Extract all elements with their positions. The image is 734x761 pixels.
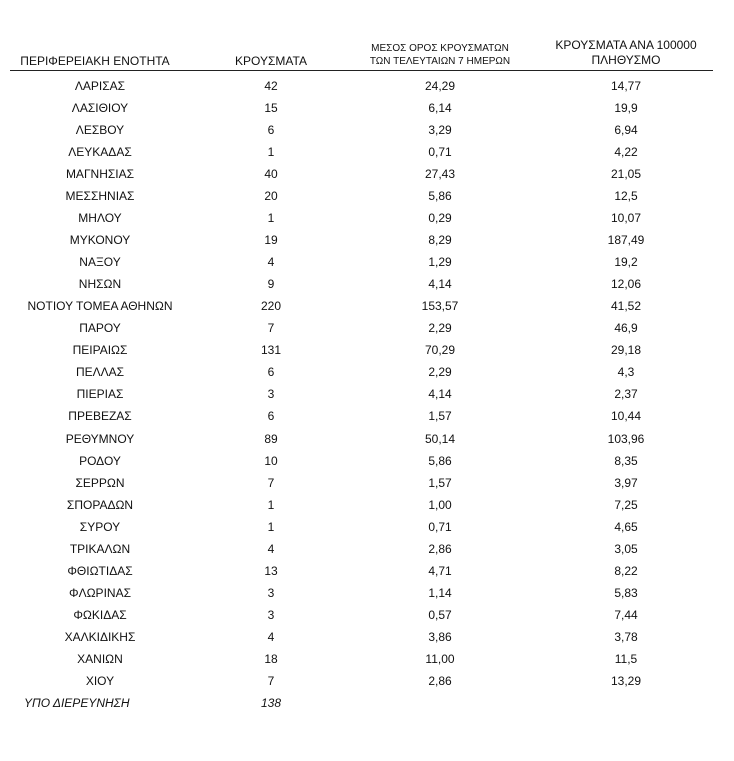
cases-cell: 3 [267, 585, 275, 600]
per-100k-cell: 4,22 [614, 145, 638, 160]
table-row [10, 229, 713, 251]
cases-cell: 13 [264, 563, 278, 578]
table-row [10, 97, 713, 119]
cases-cell: 9 [267, 277, 275, 292]
table-row [10, 75, 713, 97]
avg-7-days-cell: 3,29 [428, 123, 452, 138]
cases-cell: 18 [264, 651, 278, 666]
region-cell: ΛΑΣΙΘΙΟΥ [71, 101, 129, 116]
table-row [10, 428, 713, 450]
per-100k-cell: 5,83 [614, 585, 638, 600]
per-100k-cell: 7,25 [614, 497, 638, 512]
region-cell: ΦΛΩΡΙΝΑΣ [69, 585, 131, 600]
region-cell: ΠΕΙΡΑΙΩΣ [72, 343, 128, 358]
header-avg-7-days [352, 42, 528, 68]
avg-7-days-cell: 0,29 [428, 211, 452, 226]
avg-7-days-cell: 5,86 [428, 189, 452, 204]
per-100k-cell: 19,2 [614, 255, 638, 270]
per-100k-cell: 41,52 [610, 299, 642, 314]
cases-cell: 3 [267, 387, 275, 402]
avg-7-days-cell: 0,71 [428, 145, 452, 160]
region-cell: ΜΥΚΟΝΟΥ [69, 233, 131, 248]
avg-7-days-cell: 2,29 [428, 321, 452, 336]
table-row [10, 383, 713, 405]
region-cell: ΣΕΡΡΩΝ [75, 475, 125, 490]
region-cell: ΠΡΕΒΕΖΑΣ [68, 409, 132, 424]
per-100k-cell: 3,05 [614, 541, 638, 556]
avg-7-days-cell: 4,14 [428, 277, 452, 292]
header-per-100k-line-2: ΠΛΗΘΥΣΜΟ [591, 53, 661, 67]
table-row [10, 472, 713, 494]
avg-7-days-cell: 2,29 [428, 365, 452, 380]
table-footer-row [10, 692, 713, 714]
per-100k-cell: 11,5 [614, 651, 638, 666]
cases-cell: 131 [260, 343, 282, 358]
region-cell: ΧΑΝΙΩΝ [77, 651, 123, 666]
per-100k-cell: 46,9 [614, 321, 638, 336]
region-cell: ΛΕΥΚΑΔΑΣ [68, 145, 132, 160]
per-100k-cell: 3,97 [614, 475, 638, 490]
table-row [10, 538, 713, 560]
avg-7-days-cell: 3,86 [428, 629, 452, 644]
region-cell: ΜΗΛΟΥ [78, 211, 122, 226]
table-row [10, 251, 713, 273]
table-row [10, 582, 713, 604]
region-cell: ΝΗΣΩΝ [78, 277, 122, 292]
table-row [10, 361, 713, 383]
avg-7-days-cell: 6,14 [428, 101, 452, 116]
cases-cell: 6 [267, 365, 275, 380]
table-row [10, 604, 713, 626]
footer-region-cell: ΥΠΟ ΔΙΕΡΕΥΝΗΣΗ [24, 695, 130, 710]
cases-cell: 1 [267, 497, 275, 512]
per-100k-cell: 19,9 [614, 101, 638, 116]
cases-cell: 42 [264, 79, 278, 93]
table-row [10, 317, 713, 339]
region-cell: ΧΑΛΚΙΔΙΚΗΣ [64, 629, 136, 644]
per-100k-cell: 29,18 [610, 343, 642, 358]
table-row [10, 141, 713, 163]
avg-7-days-cell: 70,29 [424, 343, 456, 358]
per-100k-cell: 4,3 [617, 365, 635, 380]
cases-cell: 10 [264, 453, 278, 468]
region-cell: ΠΕΛΛΑΣ [75, 365, 125, 380]
per-100k-cell: 10,44 [610, 409, 642, 424]
header-region: ΠΕΡΙΦΕΡΕΙΑΚΗ ΕΝΟΤΗΤΑ [20, 54, 170, 68]
header-avg-line-2: ΤΩΝ ΤΕΛΕΥΤΑΙΩΝ 7 ΗΜΕΡΩΝ [369, 56, 511, 67]
avg-7-days-cell: 27,43 [424, 167, 456, 182]
footer-cases-cell: 138 [260, 695, 282, 710]
cases-cell: 19 [264, 233, 278, 248]
region-cell: ΣΠΟΡΑΔΩΝ [66, 497, 134, 512]
header-avg-line-1: ΜΕΣΟΣ ΟΡΟΣ ΚΡΟΥΣΜΑΤΩΝ [371, 43, 509, 54]
region-cell: ΡΕΘΥΜΝΟΥ [65, 431, 135, 446]
region-cell: ΧΙΟΥ [85, 673, 115, 688]
avg-7-days-cell: 11,00 [425, 651, 455, 666]
cases-cell: 6 [267, 409, 275, 424]
region-cell: ΣΥΡΟΥ [79, 519, 121, 534]
table-row [10, 626, 713, 648]
region-cell: ΝΟΤΙΟΥ ΤΟΜΕΑ ΑΘΗΝΩΝ [27, 299, 173, 314]
table-body [10, 75, 713, 714]
avg-7-days-cell: 4,14 [428, 387, 452, 402]
table-row [10, 648, 713, 670]
cases-cell: 1 [267, 519, 275, 534]
region-cell: ΛΑΡΙΣΑΣ [74, 79, 126, 93]
table-row [10, 516, 713, 538]
region-cell: ΜΑΓΝΗΣΙΑΣ [65, 167, 135, 182]
table-row [10, 119, 713, 141]
per-100k-cell: 2,37 [614, 387, 638, 402]
region-cell: ΦΩΚΙΔΑΣ [73, 607, 127, 622]
per-100k-cell: 6,94 [614, 123, 638, 138]
cases-cell: 4 [267, 629, 275, 644]
avg-7-days-cell: 1,29 [428, 255, 452, 270]
per-100k-cell: 3,78 [614, 629, 638, 644]
header-per-100k [538, 38, 714, 68]
avg-7-days-cell: 5,86 [428, 453, 452, 468]
cases-cell: 7 [267, 475, 275, 490]
avg-7-days-cell: 24,29 [424, 79, 456, 93]
per-100k-cell: 13,29 [610, 673, 642, 688]
table-row [10, 295, 713, 317]
header-per-100k-line-1: ΚΡΟΥΣΜΑΤΑ ΑΝΑ 100000 [555, 38, 697, 52]
cases-cell: 20 [264, 189, 278, 204]
cases-cell: 220 [260, 299, 282, 314]
table-row [10, 450, 713, 472]
avg-7-days-cell: 1,00 [428, 497, 452, 512]
cases-cell: 1 [267, 211, 275, 226]
cases-cell: 4 [267, 255, 275, 270]
region-cell: ΝΑΞΟΥ [79, 255, 121, 270]
avg-7-days-cell: 153,57 [421, 299, 459, 314]
region-cell: ΛΕΣΒΟΥ [75, 123, 125, 138]
cases-cell: 6 [267, 123, 275, 138]
per-100k-cell: 103,96 [607, 431, 645, 446]
per-100k-cell: 7,44 [614, 607, 638, 622]
cases-cell: 7 [267, 673, 275, 688]
table-row [10, 494, 713, 516]
table-row [10, 405, 713, 427]
avg-7-days-cell: 0,57 [428, 607, 452, 622]
cases-cell: 3 [267, 607, 275, 622]
per-100k-cell: 14,77 [610, 79, 642, 93]
per-100k-cell: 4,65 [614, 519, 638, 534]
avg-7-days-cell: 4,71 [428, 563, 452, 578]
region-cell: ΜΕΣΣΗΝΙΑΣ [65, 189, 135, 204]
table-row [10, 670, 713, 692]
region-cell: ΡΟΔΟΥ [79, 453, 121, 468]
per-100k-cell: 8,22 [614, 563, 638, 578]
table-row [10, 273, 713, 295]
cases-cell: 15 [264, 101, 278, 116]
avg-7-days-cell: 50,14 [424, 431, 456, 446]
table-row [10, 163, 713, 185]
cases-cell: 40 [264, 167, 278, 182]
per-100k-cell: 21,05 [610, 167, 642, 182]
region-cell: ΦΘΙΩΤΙΔΑΣ [67, 563, 133, 578]
region-cell: ΤΡΙΚΑΛΩΝ [69, 541, 131, 556]
cases-cell: 1 [267, 145, 275, 160]
table-row [10, 207, 713, 229]
per-100k-cell: 12,5 [614, 189, 638, 204]
per-100k-cell: 12,06 [610, 277, 642, 292]
avg-7-days-cell: 2,86 [428, 673, 452, 688]
region-cell: ΠΙΕΡΙΑΣ [76, 387, 124, 402]
table-row [10, 185, 713, 207]
cases-cell: 4 [267, 541, 275, 556]
table-row [10, 560, 713, 582]
table-row [10, 339, 713, 361]
avg-7-days-cell: 2,86 [428, 541, 452, 556]
avg-7-days-cell: 1,57 [428, 409, 452, 424]
per-100k-cell: 8,35 [614, 453, 638, 468]
per-100k-cell: 10,07 [610, 211, 642, 226]
cases-cell: 89 [264, 431, 278, 446]
avg-7-days-cell: 0,71 [428, 519, 452, 534]
avg-7-days-cell: 8,29 [428, 233, 452, 248]
cases-cell: 7 [267, 321, 275, 336]
avg-7-days-cell: 1,57 [428, 475, 452, 490]
table-header [10, 34, 713, 71]
per-100k-cell: 187,49 [607, 233, 645, 248]
region-cell: ΠΑΡΟΥ [79, 321, 121, 336]
avg-7-days-cell: 1,14 [428, 585, 452, 600]
header-cases: ΚΡΟΥΣΜΑΤΑ [235, 54, 307, 68]
